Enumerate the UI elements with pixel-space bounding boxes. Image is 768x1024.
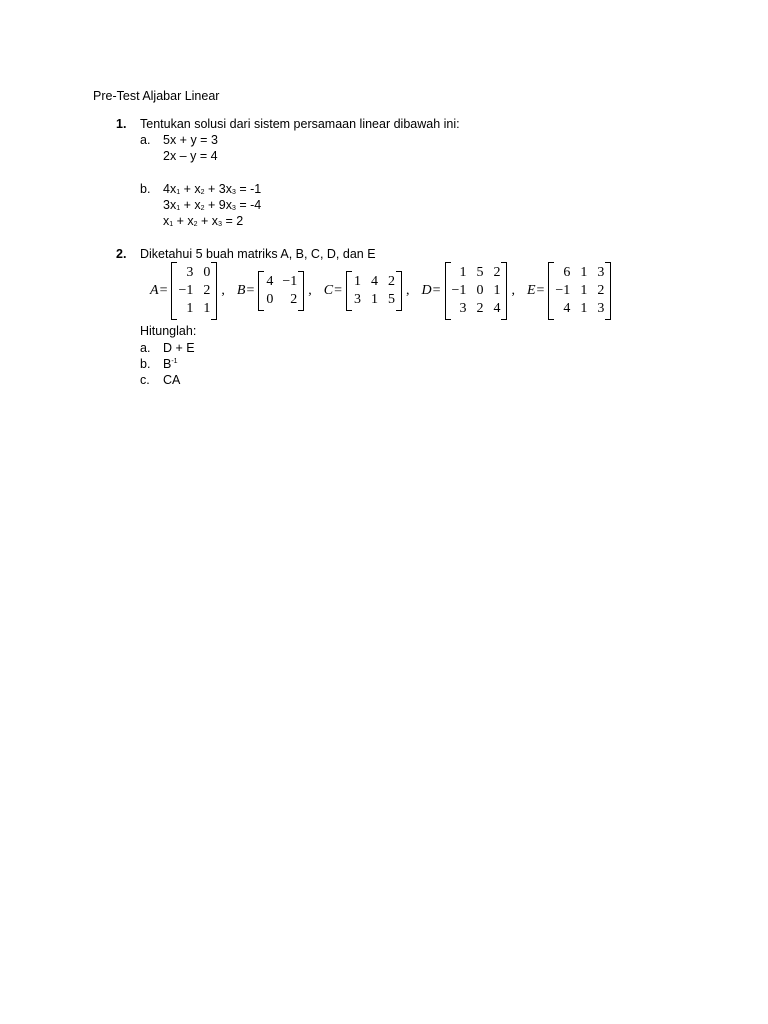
matrix-c [324, 271, 422, 311]
matrix-bracket [258, 271, 304, 311]
matrix-cell: −1 [282, 274, 298, 289]
q1a-equation-2: 2x – y = 4 [163, 149, 218, 163]
matrix-cell: 1 [580, 283, 588, 298]
matrix-cell: 0 [476, 283, 484, 298]
matrix-cell: 3 [597, 301, 605, 316]
q1b-equation-3: $x_1 + x_2 + x_3 = 2$ [163, 214, 244, 228]
matrix-cell: 4 [493, 301, 501, 316]
matrix-cell: 0 [203, 265, 211, 280]
matrix-cell: 3 [459, 301, 467, 316]
q2a-marker: a. [140, 341, 151, 355]
matrix-cell: 2 [203, 283, 211, 298]
equals-sign: = [432, 283, 441, 298]
q2a-text: D + E [163, 341, 195, 355]
matrix-cell: 2 [290, 292, 298, 307]
matrix-separator: , [308, 283, 312, 298]
q2c-text: CA [163, 373, 181, 387]
matrix-bracket [171, 262, 217, 320]
equals-sign: = [334, 283, 342, 298]
q1-number: 1. [116, 117, 127, 131]
q1b-equation-2: $3x_1 + x_2 + 9x_3 = -4$ [163, 198, 262, 212]
matrix-separator: , [406, 283, 410, 298]
q2b-text [163, 356, 178, 372]
matrix-cell: 1 [186, 301, 194, 316]
matrix-cell: 2 [597, 283, 605, 298]
matrix-cell: 4 [266, 274, 274, 289]
matrix-name: E [526, 283, 536, 298]
matrix-cell: 3 [354, 292, 361, 307]
matrix-a [150, 262, 237, 320]
matrix-name: C [323, 283, 334, 298]
matrix-definitions [150, 262, 611, 320]
matrix-cell: 1 [580, 301, 588, 316]
matrix-cell: 2 [388, 274, 395, 289]
page-title: Pre-Test Aljabar Linear [93, 89, 220, 103]
q2-text: Diketahui 5 buah matriks A, B, C, D, dan E [140, 247, 376, 261]
matrix-cell: −1 [178, 283, 194, 298]
matrix-bracket [346, 271, 402, 311]
matrix-cell: 1 [371, 292, 378, 307]
matrix-cell: 0 [266, 292, 274, 307]
matrix-separator: , [221, 283, 225, 298]
hitunglah-label: Hitunglah: [140, 324, 197, 338]
q2c-marker: c. [140, 373, 150, 387]
matrix-cell: −1 [555, 283, 571, 298]
matrix-cell: 2 [493, 265, 501, 280]
matrix-cell: 1 [354, 274, 361, 289]
q1b-equation-1: $4x_1 + x_2 + 3x_3 = -1$ [163, 182, 262, 196]
q2b-base: B [163, 357, 172, 371]
equals-sign: = [536, 283, 545, 298]
q1-text: Tentukan solusi dari sistem persamaan linear dibawah ini: [140, 117, 460, 131]
matrix-cell: 4 [371, 274, 378, 289]
matrix-d [422, 262, 527, 320]
inverse-exponent: -1 [171, 358, 178, 365]
matrix-bracket [548, 262, 611, 320]
matrix-cell: 1 [459, 265, 467, 280]
q2b-marker: b. [140, 357, 151, 371]
matrix-name: B [236, 283, 246, 298]
matrix-cell: 3 [597, 265, 605, 280]
matrix-cell: 3 [186, 265, 194, 280]
matrix-e [527, 262, 611, 320]
matrix-cell: 1 [203, 301, 211, 316]
matrix-cell: 5 [476, 265, 484, 280]
matrix-cell: −1 [451, 283, 467, 298]
matrix-cell: 1 [580, 265, 588, 280]
q2-number: 2. [116, 247, 127, 261]
matrix-cell: 6 [563, 265, 571, 280]
matrix-bracket [445, 262, 508, 320]
equals-sign: = [159, 283, 168, 298]
q1a-equation-1: 5x + y = 3 [163, 133, 218, 147]
matrix-b [237, 271, 324, 311]
matrix-cell: 4 [563, 301, 571, 316]
matrix-separator: , [511, 283, 515, 298]
q1a-marker: a. [140, 133, 151, 147]
equals-sign: = [246, 283, 255, 298]
matrix-name: D [421, 283, 432, 298]
matrix-cell: 2 [476, 301, 484, 316]
matrix-cell: 5 [388, 292, 395, 307]
q1b-marker: b. [140, 182, 151, 196]
matrix-cell: 1 [493, 283, 501, 298]
matrix-name: A [150, 283, 159, 298]
